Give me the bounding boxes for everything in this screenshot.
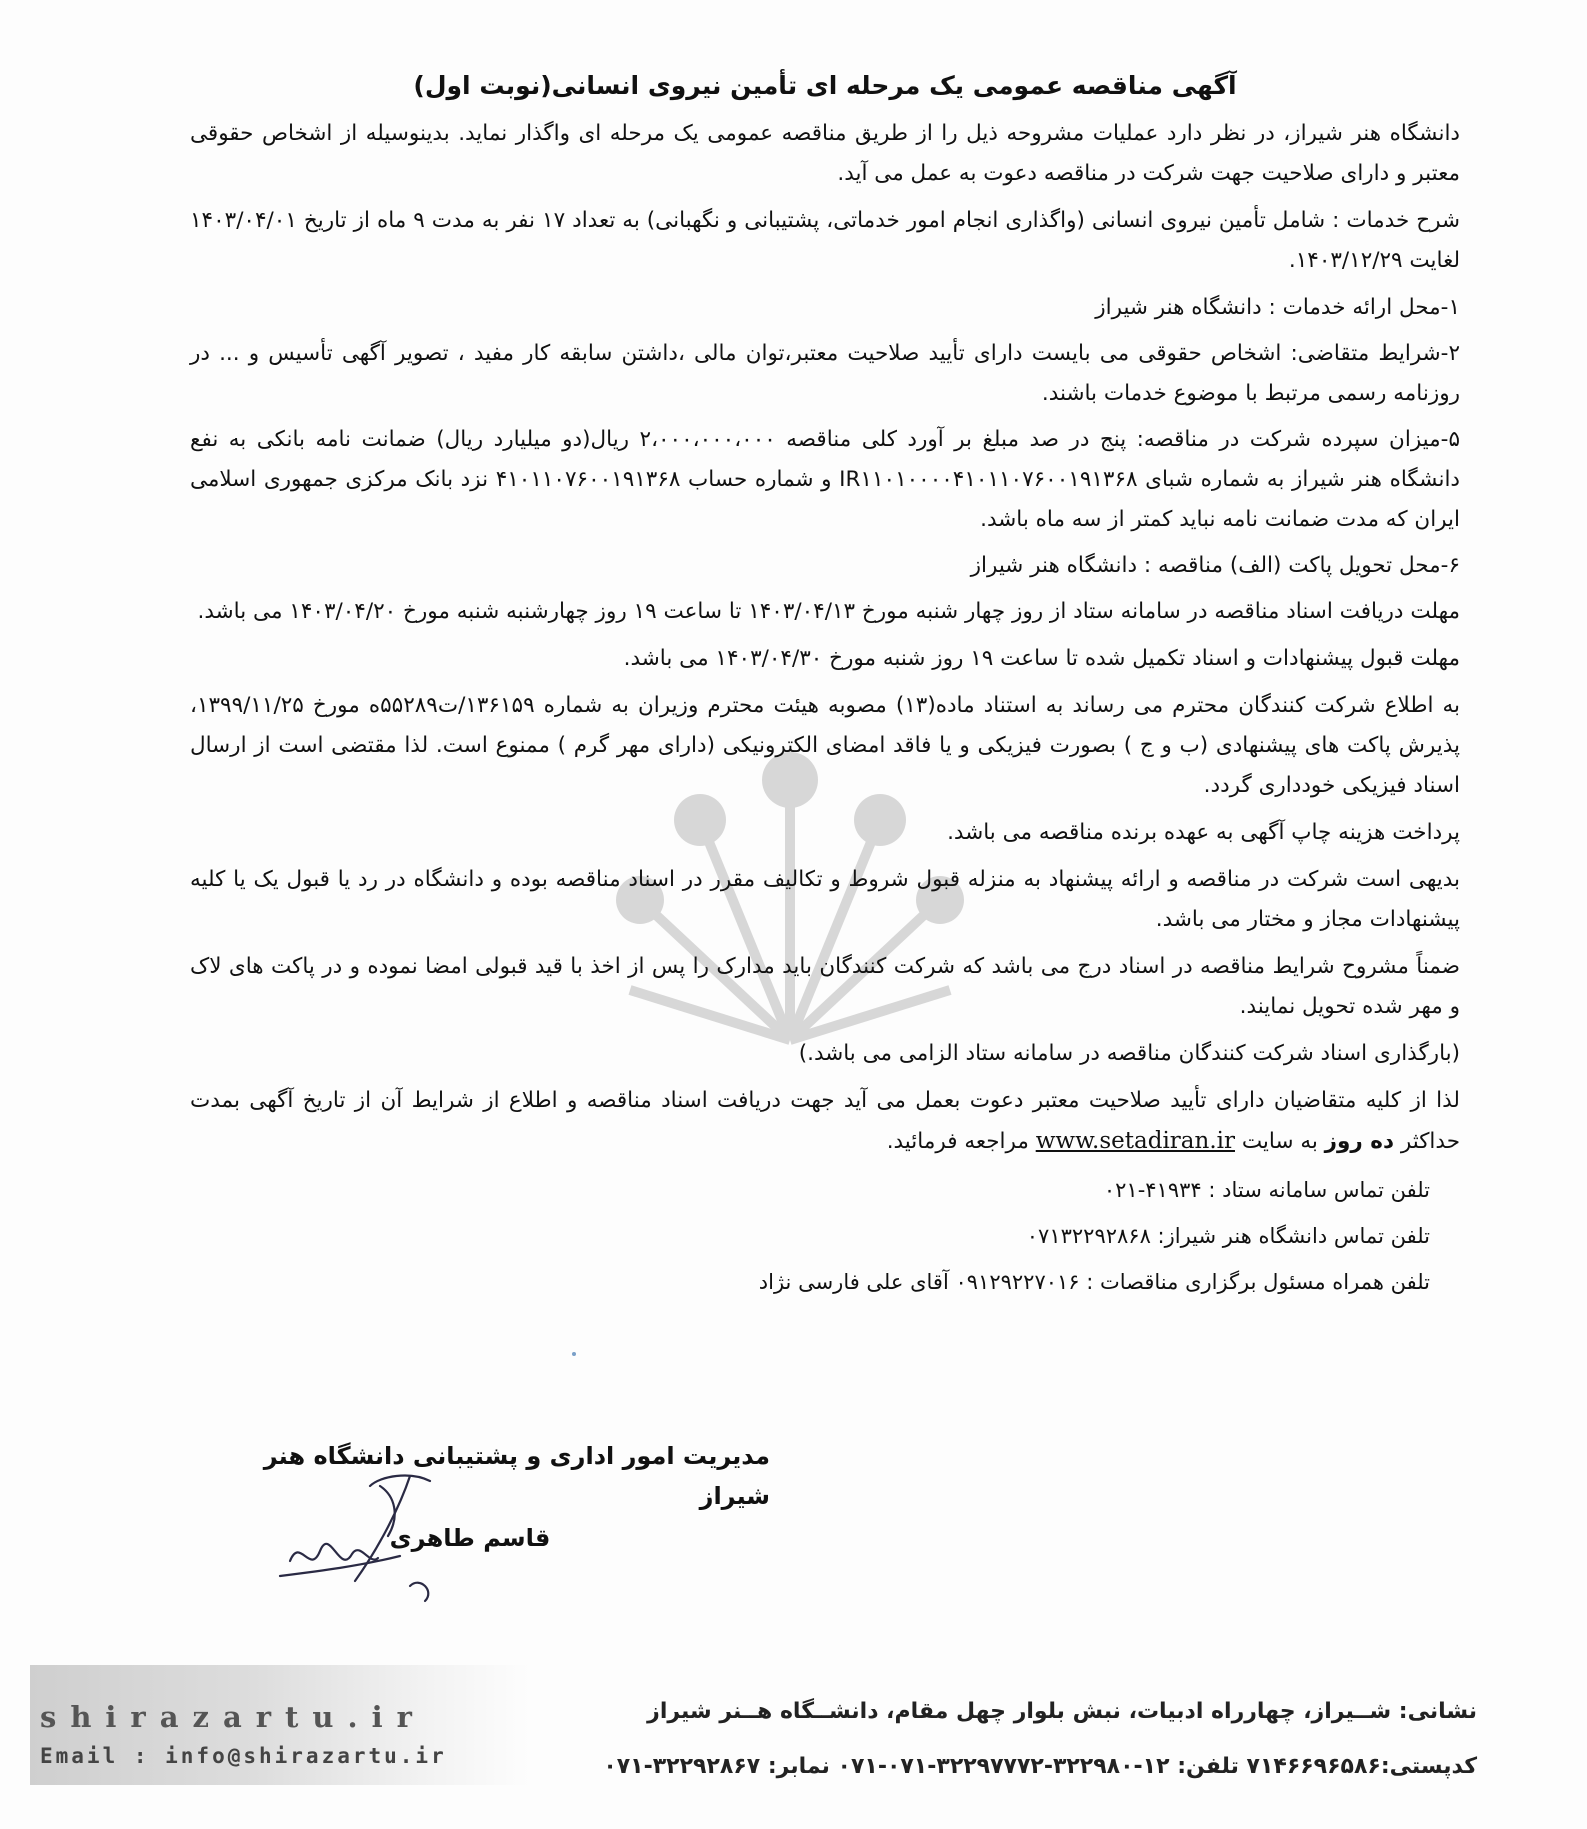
handwritten-signature [260,1466,470,1606]
applicant-conditions: ۲-شرایط متقاضی: اشخاص حقوقی می بایست دارای تأیید صلاحیت معتبر،توان مالی ،داشتن سابقه کار مفید ، تصویر آگهی تأسیس و ... در روزنامه رسمی مرتبط با موضوع خدمات باشند. [190,341,1460,406]
contact-list [190,1170,1460,1302]
service-location: ۱-محل ارائه خدمات : دانشگاه هنر شیراز [1095,295,1460,320]
contact-tender-officer-mobile: تلفن همراه مسئول برگزاری مناقصات : ۰۹۱۲۹۲۲۷۰۱۶ آقای علی فارسی نژاد [758,1270,1430,1294]
advertisement-cost: پرداخت هزینه چاپ آگهی به عهده برنده مناقصه می باشد. [947,820,1460,845]
intro-paragraph: دانشگاه هنر شیراز، در نظر دارد عملیات مشروحه ذیل را از طریق مناقصه عمومی یک مرحله ای واگذار نماید. بدینوسیله از اشخاص حقوقی معتبر و دارای صلاحیت جهت شرکت در مناقصه دعوت به عمل می آید. [190,121,1460,186]
notice-body [190,68,1460,1308]
setad-upload-note: (بارگذاری اسناد شرکت کنندگان مناقصه در سامانه ستاد الزامی می باشد.) [798,1041,1460,1066]
contact-university-phone: تلفن تماس دانشگاه هنر شیراز: ۰۷۱۳۲۲۹۲۸۶۸ [1026,1224,1430,1248]
envelope-delivery-location: ۶-محل تحویل پاکت (الف) مناقصه : دانشگاه هنر شیراز [970,553,1460,578]
footer-postal-phone: کدپستی:۷۱۴۶۶۹۶۵۸۶ تلفن: ۱۲-۳۲۲۹۸۰-۳۲۲۹۷۷۷۲-۰۷۱-۰۷۱ نمابر: ۳۲۲۹۲۸۶۷-۰۷۱ [603,1754,1477,1779]
setadiran-link[interactable]: www.setadiran.ir [1035,1128,1235,1154]
footer-website[interactable]: shirazartu.ir [40,1700,426,1734]
invitation-text: لذا از کلیه متقاضیان دارای تأیید صلاحیت معتبر دعوت بعمل می آید جهت دریافت اسناد مناقصه و اطلاع از شرایط آن از تاریخ آگهی بمدت حداکثر [190,1088,1460,1154]
footer-email[interactable]: Email : info@shirazartu.ir [40,1744,447,1768]
service-description: شرح خدمات : شامل تأمین نیروی انسانی (واگذاری انجام امور خدماتی، پشتیبانی و نگهبانی) به تعداد ۱۷ نفر به مدت ۹ ماه از تاریخ ۱۴۰۳/۰۴/۰۱ لغایت ۱۴۰۳/۱۲/۲۹. [190,208,1460,273]
invitation-paragraph [190,1081,1460,1162]
acceptance-terms: بدیهی است شرکت در مناقصه و ارائه پیشنهاد به منزله قبول شروط و تکالیف مقرر در اسناد مناقصه بوده و دانشگاه در رد یا قبول یک یا کلیه پیشنهادات مجاز و مختار می باشد. [190,867,1460,932]
signature-block [230,1436,770,1560]
invitation-text-middle: به سایت [1234,1129,1325,1154]
signature-organization: مدیریت امور اداری و پشتیبانی دانشگاه هنر شیراز [263,1442,770,1510]
notice-title: آگهی مناقصه عمومی یک مرحله ای تأمین نیروی انسانی(نوبت اول) [413,71,1237,100]
ink-dot [572,1352,576,1356]
invitation-text-end: مراجعه فرمائید. [886,1129,1036,1154]
signature-name: قاسم طاهری [389,1524,551,1552]
detailed-conditions: ضمناً مشروح شرایط مناقصه در اسناد درج می باشد که شرکت کنندگان باید مدارک را پس از اخذ با قید قبولی امضا نموده و در پاکت های لاک و مهر شده تحویل نمایند. [190,954,1460,1019]
deposit-amount: ۵-میزان سپرده شرکت در مناقصه: پنج در صد مبلغ بر آورد کلی مناقصه ۲،۰۰۰،۰۰۰،۰۰۰ ریال(دو میلیارد ریال) ضمانت نامه بانکی به نفع دانشگاه هنر شیراز به شماره شبای IR۱۱۰۱۰۰۰۰۴۱۰۱۱۰۷۶۰۰۱۹۱۳۶۸ و شماره حساب ۴۱۰۱۱۰۷۶۰۰۱۹۱۳۶۸ نزد بانک مرکزی جمهوری اسلامی ایران که مدت ضمانت نامه نباید کمتر از سه ماه باشد. [190,427,1461,532]
invitation-duration: ده روز [1324,1129,1395,1154]
contact-setad-phone: تلفن تماس سامانه ستاد : ۴۱۹۳۴-۰۲۱ [1103,1178,1430,1202]
proposal-deadline: مهلت قبول پیشنهادات و اسناد تکمیل شده تا ساعت ۱۹ روز شنبه مورخ ۱۴۰۳/۰۴/۳۰ می باشد. [623,646,1460,671]
footer-address: نشانی: شــیراز، چهارراه ادبیات، نبش بلوار چهل مقام، دانشــگاه هــنر شیراز [647,1699,1477,1724]
cabinet-resolution-notice: به اطلاع شرکت کنندگان محترم می رساند به استناد ماده(۱۳) مصوبه هیئت محترم وزیران به شماره ۱۳۶۱۵۹/ت۵۵۲۸۹ه مورخ ۱۳۹۹/۱۱/۲۵، پذیرش پاکت های پیشنهادی (ب و ج ) بصورت فیزیکی و یا فاقد امضای الکترونیکی (دارای مهر گرم ) ممنوع است. لذا مقتضی است از ارسال اسناد فیزیکی خودداری گردد. [190,693,1460,798]
document-receipt-deadline: مهلت دریافت اسناد مناقصه در سامانه ستاد از روز چهار شنبه مورخ ۱۴۰۳/۰۴/۱۳ تا ساعت ۱۹ روز چهارشنبه شنبه مورخ ۱۴۰۳/۰۴/۲۰ می باشد. [197,599,1460,624]
